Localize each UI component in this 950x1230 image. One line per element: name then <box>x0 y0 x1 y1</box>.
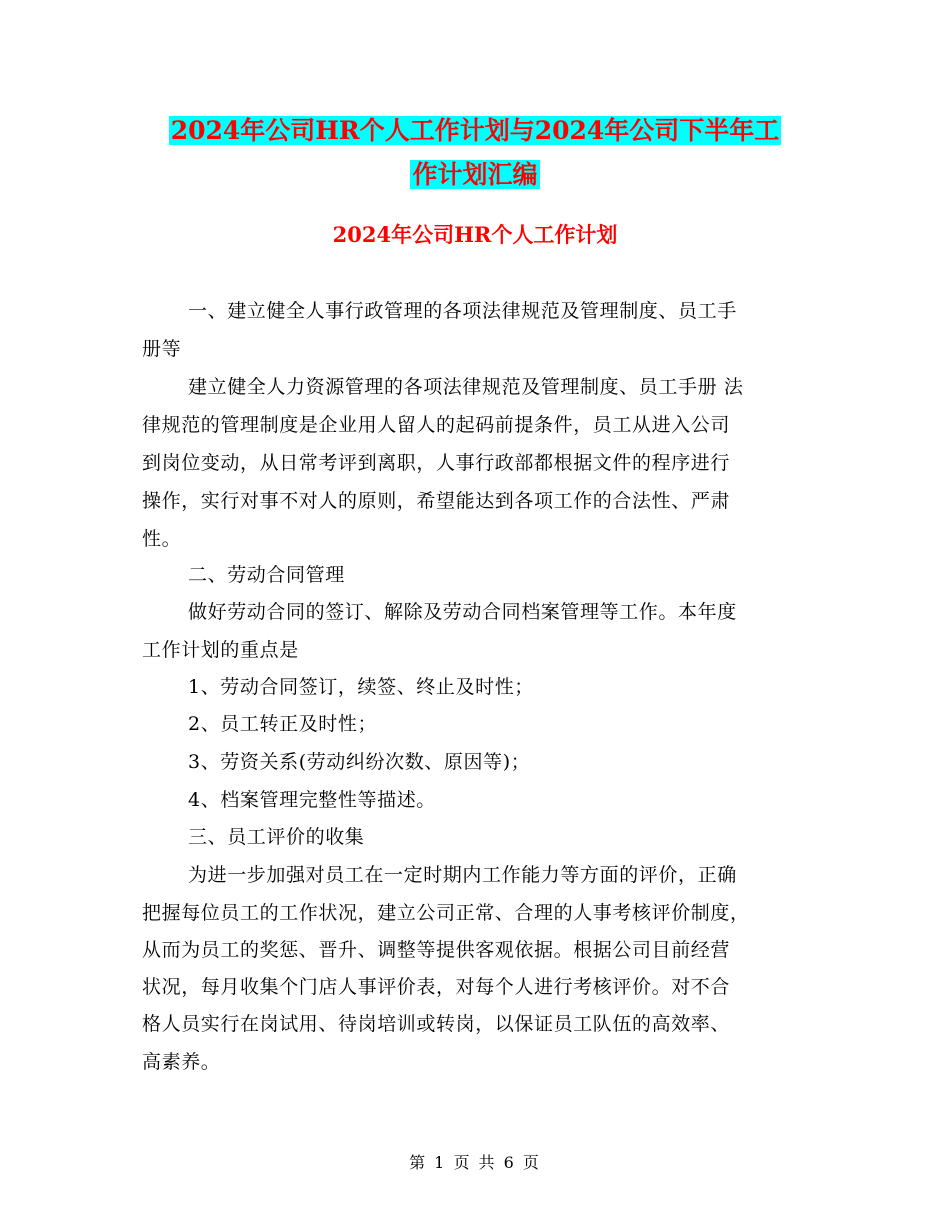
section-2-heading: 二、劳动合同管理 <box>188 564 345 586</box>
paragraph-3-line-4: 状况，每月收集个门店人事评价表，对每个人进行考核评价。对不合 <box>142 976 731 998</box>
paragraph-3-line-3: 从而为员工的奖惩、晋升、调整等提供客观依据。根据公司目前经营 <box>142 939 731 961</box>
paragraph-2-line-1: 做好劳动合同的签订、解除及劳动合同档案管理等工作。本年度 <box>188 601 737 623</box>
title-highlight-1: 2024年公司HR个人工作计划与2024年公司下半年工 <box>170 116 780 145</box>
list-item-4: 4、档案管理完整性等描述。 <box>188 789 436 811</box>
document-title-line-1 <box>150 111 800 151</box>
document-title-line-2 <box>150 155 800 195</box>
paragraph-3-line-2: 把握每位员工的工作状况，建立公司正常、合理的人事考核评价制度， <box>142 902 750 924</box>
section-heading: 2024年公司HR个人工作计划 <box>332 222 618 247</box>
list-item-2: 2、员工转正及时性； <box>188 713 378 735</box>
paragraph-3-line-6: 高素养。 <box>142 1051 221 1073</box>
page-footer: 第 1 页 共 6 页 <box>409 1153 541 1172</box>
paragraph-3-line-1: 为进一步加强对员工在一定时期内工作能力等方面的评价，正确 <box>188 864 737 886</box>
title-highlight-2: 作计划汇编 <box>412 160 538 189</box>
list-item-3: 3、劳资关系(劳动纠纷次数、原因等)； <box>188 751 531 773</box>
paragraph-1-line-4: 操作，实行对事不对人的原则，希望能达到各项工作的合法性、严肃 <box>142 490 731 512</box>
paragraph-1-line-5: 性。 <box>142 528 182 550</box>
section-3-heading: 三、员工评价的收集 <box>188 826 365 848</box>
paragraph-2-line-2: 工作计划的重点是 <box>142 639 299 661</box>
paragraph-1-line-1: 建立健全人力资源管理的各项法律规范及管理制度、员工手册 法 <box>188 376 744 398</box>
heading-line-2: 册等 <box>142 338 182 360</box>
paragraph-1-line-3: 到岗位变动，从日常考评到离职，人事行政部都根据文件的程序进行 <box>142 452 731 474</box>
paragraph-3-line-5: 格人员实行在岗试用、待岗培训或转岗，以保证员工队伍的高效率、 <box>142 1013 731 1035</box>
heading-line-1: 一、建立健全人事行政管理的各项法律规范及管理制度、员工手 <box>188 300 737 322</box>
paragraph-1-line-2: 律规范的管理制度是企业用人留人的起码前提条件，员工从进入公司 <box>142 414 731 436</box>
list-item-1: 1、劳动合同签订，续签、终止及时性； <box>188 676 534 698</box>
